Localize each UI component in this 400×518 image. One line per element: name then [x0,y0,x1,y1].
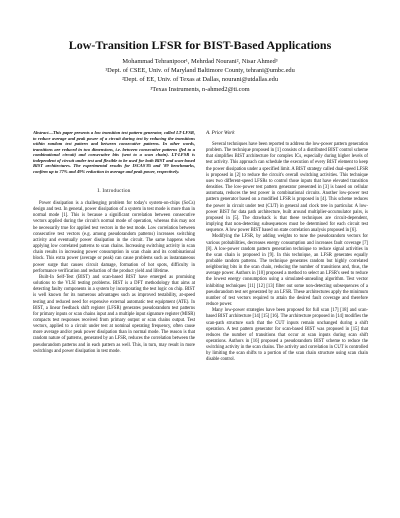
intro-paragraph: Power dissipation is a challenging problem for today's system-on-chips (SoCs) design and test. In general, power dissipation of a system in test mode is more than in normal mode [1]. This is because a significant correlation between consecutive vectors applied during the circuit's normal mode of operation, whereas this may not be necessarily true for applied test vectors in the test mode. Low correlation between consecutive test vectors (e.g. among pseudorandom patterns) increases switching activity and eventually power dissipation in the circuit. The same happens when applying low correlated patterns to scan chains. Increasing switching activity in scan chain results in increasing power consumption in scan chain and its combinational block. This extra power (average or peak) can cause problems such as instantaneous power surge that causes circuit damage, formation of hot spots, difficulty in performance verification and reduction of the product yield and lifetime. [33,201,195,274]
author-names: Mohammad Tehranipoor¹, Mehrdad Nourani², Nisar Ahmed³ [122,58,278,65]
left-column [33,130,195,512]
abstract-text: This paper presents a low transition test pattern generator, called LT-LFSR, to reduce average and peak power of a circuit during test by reducing the transitions within random test pattern and between consecutive patterns. In other words, transitions are reduced in two dimensions, i.e. between consecutive patterns (fed to a combinational circuit) and consecutive bits (sent to a scan chain). LT-LFSR is independent of circuit under test and flexible to be used for both BIST and scan-based BIST architectures. The experimental results for ISCAS'85 and '89 benchmarks, confirm up to 77% and 49% reduction in average and peak power, respectively. [33,130,195,174]
prior-work-paragraph: Several techniques have been reported to address the low-power pattern generation problem. The technique proposed in [1] consists of a distributed BIST control scheme that simplifies BIST architecture for complex ICs, especially during higher levels of test activity. This approach can schedule the execution of every BIST element to keep the power dissipation under a specified limit. A BIST strategy called dual-speed LFSR is proposed in [2] to reduce the circuit's overall switching activities. This technique uses two different-speed LFSRs to control those inputs that have elevated transition densities. The low-power test pattern generator presented in [3] is based on cellular automata, reduces the test power in combinational circuits. Another low-power test pattern generator based on a modified LFSR is proposed in [4]. This scheme reduces the power in circuit under test (CUT) in general and clock tree in particular. A low-power BIST for data path architecture, built around multiplier-accumulator pairs, is proposed in [5]. The drawback is that these techniques are circuit-dependent, implying that non-detecting subsequences must be determined for each circuit test sequence. A low power BIST based on state correlation analysis proposed in [6]. [206,142,368,234]
intro-paragraph: Built-In Self-Test (BIST) and scan-based BIST have emerged as promising solutions to the VLSI testing problems. BIST is a DFT methodology that aims at detecting faulty components in a system by incorporating the test logic on chip. BIST is well known for its numerous advantages such as improved testability, at-speed testing and reduced need for expensive external automatic test equipment (ATE). In BIST, a linear feedback shift register (LFSR) generates pseudorandom test patterns for primary inputs or scan chains input and a multiple input signature register (MISR) compacts test responses received from primary output or scan chains output. Test vectors, applied to a circuit under test at nominal operating frequency, often cause more average and/or peak power dissipation than in normal mode. The reason is that random nature of patterns, generated by an LFSR, reduces the correlation between the pseudorandom patterns and in each pattern as well. This, in turn, may result in more switchings and power dissipation in test mode. [33,274,195,354]
subsection-heading-prior-work: A. Prior Work [206,130,235,136]
paper-title: Low-Transition LFSR for BIST-Based Applications [68,38,332,52]
prior-work-paragraph: Modifying the LFSR, by adding weights to tune the pseudorandom vectors for various probabilities, decreases energy consumption and increases fault coverage [7] [8]. A low-power random pattern generation technique to reduce signal activities in the scan chain is proposed in [9]. In this technique, an LFSR generates equally probable random patterns. The technique generates random but highly correlated neighboring bits in the scan chain, reducing the number of transitions and, thus, the average power. Authors in [10] proposed a method to select an LFSR's seed to reduce the lowest energy consumption using a simulated-annealing algorithm. Test vector inhibiting techniques [11] [12] [13] filter out some non-detecting subsequences of a pseudorandom test set generated by an LFSR. These architectures apply the minimum number of test vectors required to attain the desired fault coverage and therefore reduce power. [206,234,368,308]
section-heading-introduction: I. Introduction [97,188,131,194]
affiliation-3: ³Texas Instruments, n-ahmed2@ti.com [150,85,250,93]
right-column [206,130,368,512]
author-block [0,57,400,94]
affiliation-1: ¹Dept. of CSEE, Univ. of Maryland Baltimore County, tehrani@umbc.edu [105,67,295,75]
affiliation-2: ²Dept. of EE, Univ. of Texas at Dallas, nourani@utdallas.edu [121,76,279,84]
abstract [33,130,195,174]
prior-work-paragraph: Many low-power strategies have been proposed for full scan [17] [18] and scan-based BIST architecture [14] [15] [16]. The architecture proposed in [14] modifies the scan-path structure such that the CUT inputs remain unchanged during a shift operation. A test pattern generator for scan-based BIST was proposed in [15] that reduces the number of transitions that occur at scan inputs during scan shift operations. Authors in [16] proposed a pseudorandom BIST scheme to reduce the switching activity in the scan chains. The activity and correlation in CUT is controlled by limiting the scan shifts to a portion of the scan chain structure using scan chain disable control. [206,308,368,363]
abstract-label: Abstract— [33,130,54,135]
